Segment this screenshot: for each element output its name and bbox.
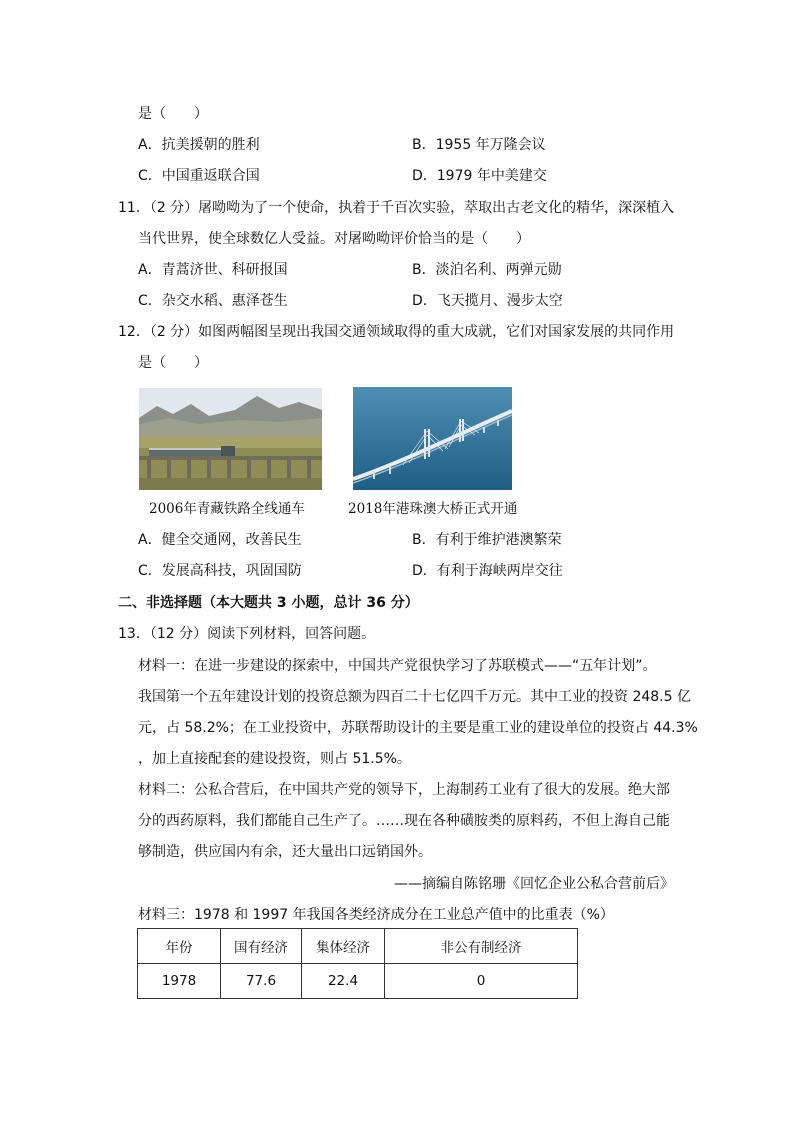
q11-stem-line2: 当代世界，使全球数亿人受益。对屠呦呦评价恰当的是（ ） xyxy=(138,231,530,247)
hzmb-bridge-photo xyxy=(353,387,512,490)
photo-caption-bridge: 2018年港珠澳大桥正式开通 xyxy=(348,501,518,517)
q12-option-a: A．健全交通网，改善民生 xyxy=(138,532,302,548)
economy-share-table xyxy=(137,928,578,999)
q11-option-d: D．飞天揽月、漫步太空 xyxy=(412,293,563,309)
q10-option-b: B．1955 年万隆会议 xyxy=(412,137,546,153)
section-heading: 二、非选择题（本大题共 3 小题，总计 36 分） xyxy=(118,595,419,611)
q11-option-c: C．杂交水稻、惠泽苍生 xyxy=(138,293,288,309)
q10-option-a: A．抗美援朝的胜利 xyxy=(138,137,260,153)
q12-option-d: D．有利于海峡两岸交往 xyxy=(412,563,563,579)
q12-option-b: B．有利于维护港澳繁荣 xyxy=(412,532,562,548)
material2-line1: 材料二：公私合营后，在中国共产党的领导下，上海制药工业有了很大的发展。绝大部 xyxy=(138,782,670,798)
material1-line1: 材料一：在进一步建设的探索中，中国共产党很快学习了苏联模式——“五年计划”。 xyxy=(138,658,657,674)
table-header-cell: 国有经济 xyxy=(221,929,302,964)
qinghai-tibet-railway-photo xyxy=(139,388,322,490)
table-header-row xyxy=(138,929,578,964)
table-cell: 0 xyxy=(385,964,578,999)
q10-continuation: 是（ ） xyxy=(138,106,208,122)
material2-line3: 够制造，供应国内有余，还大量出口远销国外。 xyxy=(138,844,432,860)
table-cell: 77.6 xyxy=(221,964,302,999)
q12-option-c: C．发展高科技，巩固国防 xyxy=(138,563,302,579)
q11-stem-line1: 11．（2 分）屠呦呦为了一个使命，执着于千百次实验，萃取出古老文化的精华，深深植入 xyxy=(118,200,675,216)
table-row xyxy=(138,964,578,999)
q11-option-a: A．青蒿济世、科研报国 xyxy=(138,262,288,278)
material1-line3: 元，占 58.2%；在工业投资中，苏联帮助设计的主要是重工业的建设单位的投资占 44.3% xyxy=(138,720,698,736)
table-cell: 1978 xyxy=(138,964,221,999)
material1-line4: ，加上直接配套的建设投资，则占 51.5%。 xyxy=(138,751,411,767)
photo-caption-railway: 2006年青藏铁路全线通车 xyxy=(149,501,305,517)
table-cell: 22.4 xyxy=(302,964,385,999)
table-header-cell: 非公有制经济 xyxy=(385,929,578,964)
table-header-cell: 年份 xyxy=(138,929,221,964)
q12-stem-line1: 12．（2 分）如图两幅图呈现出我国交通领域取得的重大成就，它们对国家发展的共同作用 xyxy=(118,324,675,340)
q13-stem: 13．（12 分）阅读下列材料，回答问题。 xyxy=(118,626,376,642)
material3-title: 材料三：1978 和 1997 年我国各类经济成分在工业总产值中的比重表（%） xyxy=(138,907,614,923)
material1-line2: 我国第一个五年建设计划的投资总额为四百二十七亿四千万元。其中工业的投资 248.5 亿 xyxy=(138,689,691,705)
material2-line2: 分的西药原料，我们都能自己生产了。……现在各种磺胺类的原料药，不但上海自己能 xyxy=(138,813,670,829)
q12-stem-line2: 是（ ） xyxy=(138,355,208,371)
table-header-cell: 集体经济 xyxy=(302,929,385,964)
q10-option-c: C．中国重返联合国 xyxy=(138,168,260,184)
q11-option-b: B．淡泊名利、两弹元勋 xyxy=(412,262,562,278)
material2-source: ——摘编自陈铭珊《回忆企业公私合营前后》 xyxy=(394,876,674,892)
q10-option-d: D．1979 年中美建交 xyxy=(412,168,547,184)
